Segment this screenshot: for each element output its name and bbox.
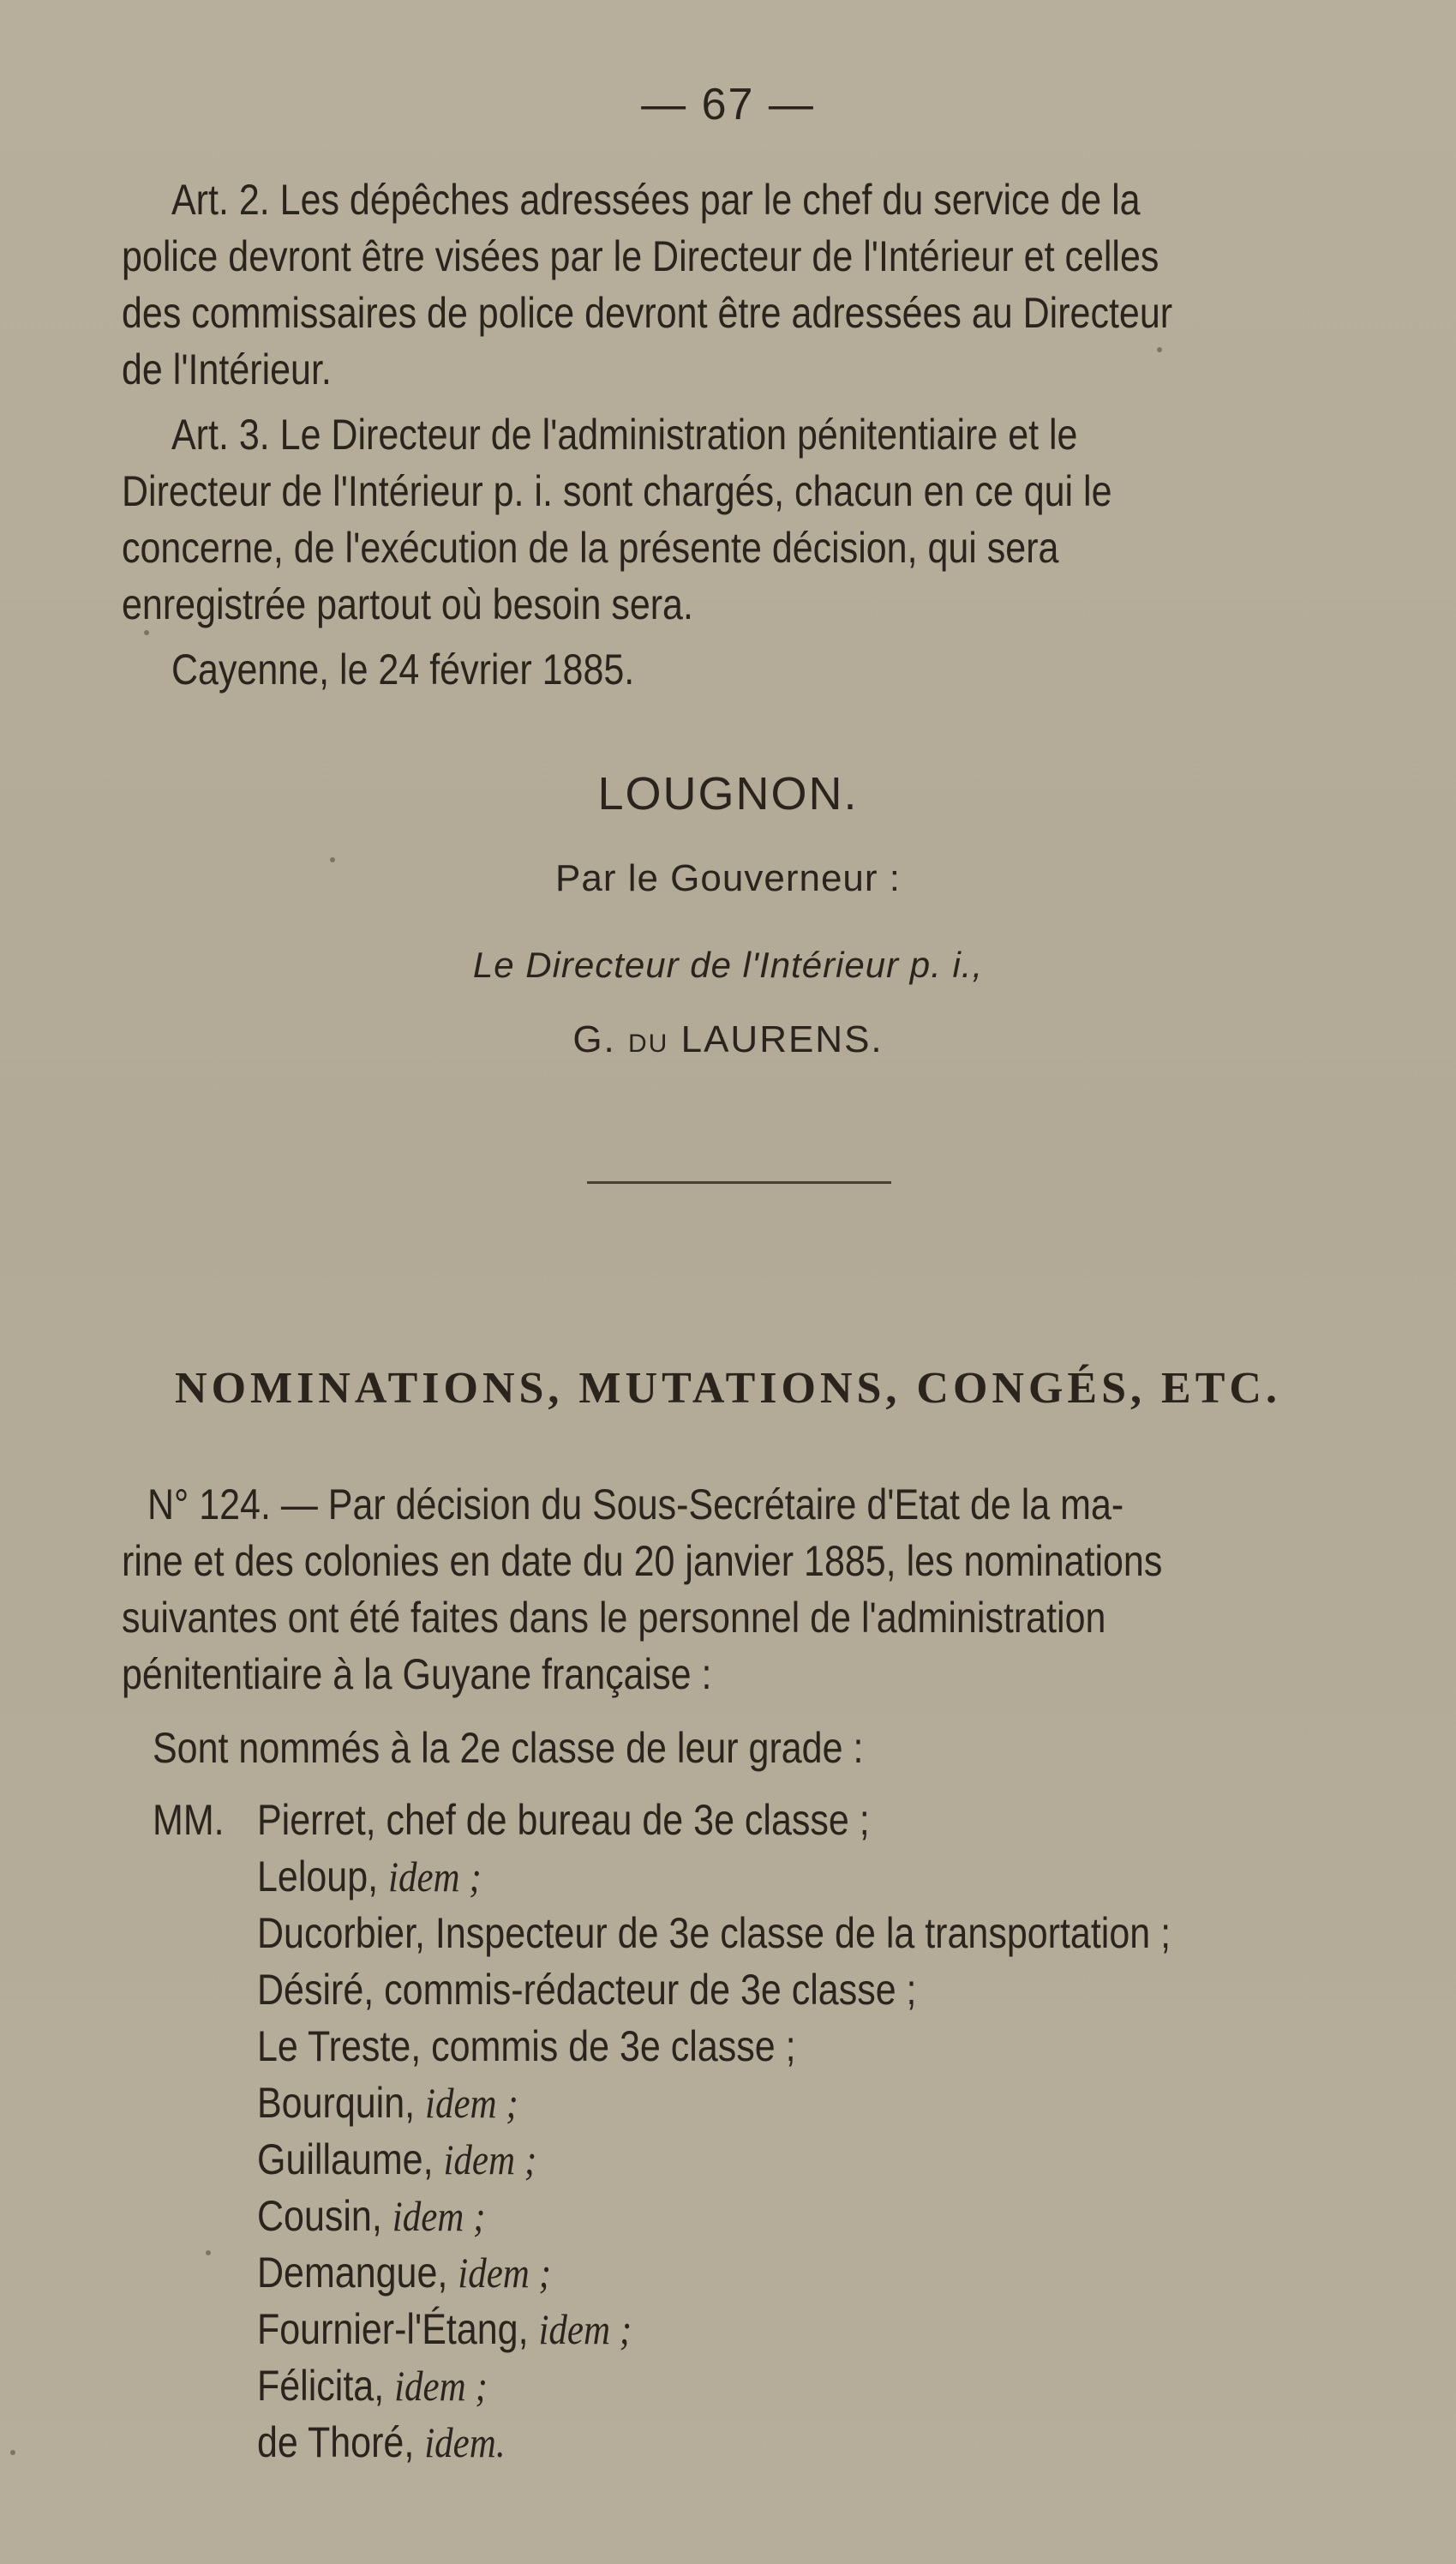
decision-line: suivantes ont été faites dans le personnel de l'administration: [122, 1594, 1106, 1642]
section-title: NOMINATIONS, MUTATIONS, CONGÉS, ETC.: [175, 1364, 1281, 1413]
article-2-line: des commissaires de police devront être adressées au Directeur: [122, 289, 1173, 337]
print-speck: [206, 2250, 211, 2255]
decision-line: pénitentiaire à la Guyane française :: [122, 1650, 712, 1698]
section-divider: [587, 1181, 891, 1184]
signatory-name: LOUGNON.: [597, 768, 859, 820]
list-item: Ducorbier, Inspecteur de 3e classe de la transportation ;: [257, 1909, 1171, 1957]
page-number: — 67 —: [641, 80, 815, 129]
list-item: Leloup, idem ;: [257, 1852, 482, 1900]
signature-person-initial: G.: [572, 1018, 616, 1060]
list-item: de Thoré, idem.: [257, 2418, 506, 2466]
mm-label: MM.: [153, 1796, 225, 1844]
signature-person-particle: DU: [628, 1030, 669, 1058]
print-speck: [330, 857, 335, 862]
decision-line: rine et des colonies en date du 20 janvier 1885, les nominations: [122, 1537, 1163, 1585]
print-speck: [10, 2450, 15, 2455]
article-2-line: police devront être visées par le Directeur de l'Intérieur et celles: [122, 232, 1159, 280]
article-3-line: concerne, de l'exécution de la présente décision, qui sera: [122, 524, 1059, 572]
list-item: Fournier-l'Étang, idem ;: [257, 2305, 632, 2353]
print-speck: [1157, 347, 1162, 352]
article-3-line: Directeur de l'Intérieur p. i. sont chargés, chacun en ce qui le: [122, 467, 1112, 515]
article-2-line: de l'Intérieur.: [122, 345, 332, 393]
list-item: Pierret, chef de bureau de 3e classe ;: [257, 1796, 870, 1844]
place-date: Cayenne, le 24 février 1885.: [171, 646, 635, 694]
list-item: Félicita, idem ;: [257, 2362, 488, 2410]
list-item: Bourquin, idem ;: [257, 2079, 518, 2127]
article-2-line: Art. 2. Les dépêches adressées par le chef du service de la: [171, 176, 1141, 224]
print-speck: [144, 630, 149, 635]
decision-line: N° 124. — Par décision du Sous-Secrétaire d'Etat de la ma-: [147, 1480, 1124, 1528]
article-3-line: enregistrée partout où besoin sera.: [122, 580, 693, 628]
list-item: Désiré, commis-rédacteur de 3e classe ;: [257, 1966, 917, 2014]
list-item: Le Treste, commis de 3e classe ;: [257, 2022, 796, 2070]
signature-role: Le Directeur de l'Intérieur p. i.,: [472, 945, 984, 985]
list-item: Demangue, idem ;: [257, 2249, 551, 2297]
list-item: Cousin, idem ;: [257, 2192, 486, 2240]
promotion-heading: Sont nommés à la 2e classe de leur grade :: [153, 1724, 864, 1772]
article-3-line: Art. 3. Le Directeur de l'administration pénitentiaire et le: [171, 411, 1078, 459]
list-item: Guillaume, idem ;: [257, 2135, 537, 2183]
signature-person: [0, 1018, 1456, 1061]
signature-by-line: Par le Gouverneur :: [555, 857, 901, 899]
signature-person-surname: LAURENS.: [680, 1018, 884, 1060]
